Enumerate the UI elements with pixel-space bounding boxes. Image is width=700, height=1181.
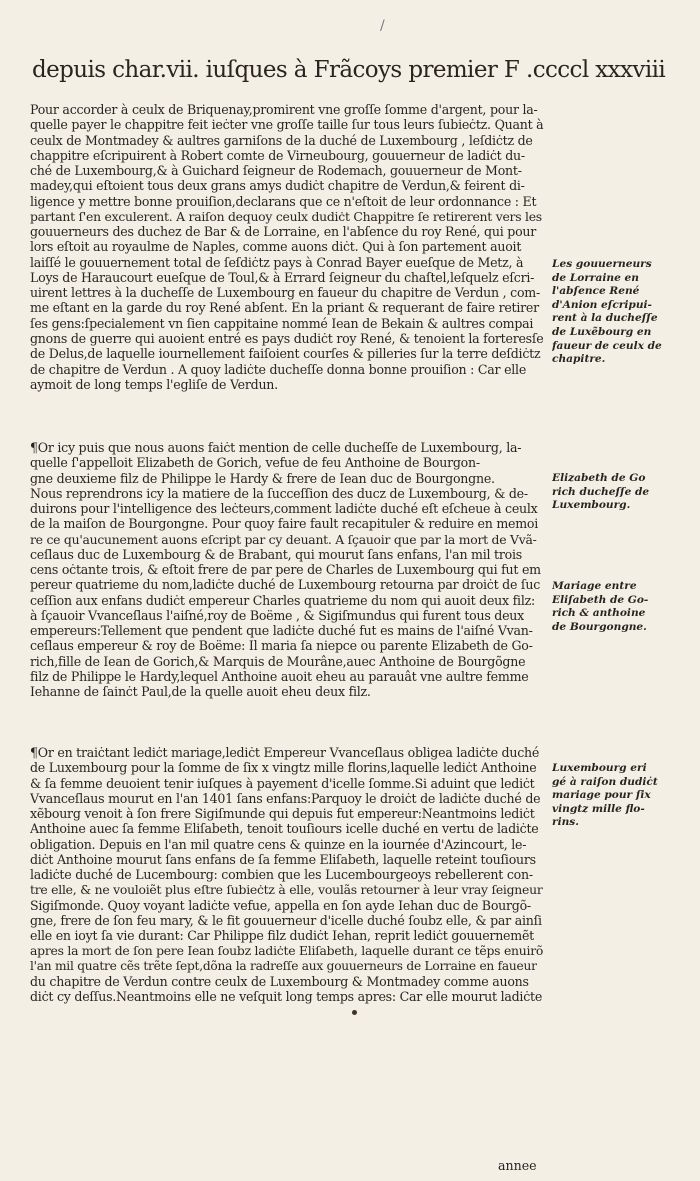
text-line: Loys de Haraucourt eueſque de Toul,& à Errard ſeigneur du chaſtel,leſquelz eſcri-	[30, 269, 535, 285]
margin-note-line: l'abſence René	[552, 285, 640, 298]
margin-note-4	[552, 762, 680, 830]
text-line: Vvanceſlaus mourut en l'an 1401 ſans enfans:Parquoy le droiċt de ladiċte duché de	[30, 790, 541, 806]
margin-note-line: de Luxẽbourg en	[552, 325, 652, 338]
text-line: ¶Or icy puis que nous auons faiċt mention de celle ducheſſe de Luxembourg, la-	[30, 440, 522, 455]
text-line: aymoit de long temps l'egliſe de Verdun.	[30, 376, 278, 392]
margin-note-line: Mariage entre	[552, 580, 637, 592]
text-line: gne deuxieme filz de Philippe le Hardy & frere de Iean duc de Bourgongne.	[30, 470, 495, 486]
margin-note-line: chapitre.	[552, 353, 606, 366]
catchword: annee	[498, 1158, 537, 1173]
text-line: Iehanne de ſainċt Paul,de la quelle auoit eheu deux filz.	[30, 684, 371, 700]
margin-note-line: gé à raiſon dudiċt	[552, 775, 658, 788]
margin-note-3	[552, 580, 680, 634]
text-line: Sigiſmonde. Quoy voyant ladiċte vefue, appella en ſon ayde Iehan duc de Bourgõ-	[30, 897, 531, 913]
text-line: quelle ſ'appelloit Elizabeth de Gorich, vefue de feu Anthoine de Bourgon-	[30, 455, 480, 471]
text-line: obligation. Depuis en l'an mil quatre cens & quinze en la iournée d'Azincourt, le-	[30, 836, 527, 852]
text-line: & ſa femme deuoient tenir iuſques à payement d'icelle ſomme.Si aduint que lediċt	[30, 775, 535, 791]
text-line: l'an mil quatre cẽs trẽte ſept,dõna la radreſſe aux gouuerneurs de Lorraine en faueur	[30, 958, 537, 973]
text-line: ché de Luxembourg,& à Guichard ſeigneur de Rodemach, gouuerneur de Mont-	[30, 163, 522, 179]
margin-note-line: vingtz mille flo-	[552, 802, 645, 815]
text-line: rich,fille de Iean de Gorich,& Marquis de Mourâne,auec Anthoine de Bourgõgne	[30, 653, 526, 669]
text-line: madey,qui eſtoient tous deux grans amys dudiċt chapitre de Verdun,& feirent di-	[30, 178, 525, 194]
text-line: Anthoine auec ſa femme Eliſabeth, tenoit touſiours icelle duché en vertu de ladiċte	[30, 821, 539, 837]
text-line: quelle payer le chappitre feit ieċter vne groſſe taille ſur tous leurs ſubieċtz. Quant à	[30, 117, 544, 133]
margin-note-line: faueur de ceulx de	[552, 339, 662, 352]
margin-note-line: Les gouuerneurs	[552, 258, 652, 270]
margin-note-line: rich ducheſſe de	[552, 485, 650, 498]
text-line: de chapitre de Verdun . A quoy ladiċte ducheſſe donna bonne prouiſion : Car elle	[30, 361, 527, 377]
margin-note-line: rich & anthoine	[552, 607, 646, 620]
text-line: de la maiſon de Bourgongne. Pour quoy faire fault recapituler & reduire en memoi	[30, 516, 539, 532]
margin-note-line: d'Anion eſcripui-	[552, 298, 652, 311]
text-line: ſes gens:ſpecialement vn ſien cappitaine nommé Iean de Bekain & aultres compai	[30, 315, 534, 331]
text-line: laiſſé le gouuernement total de ſeſdiċtz pays à Conrad Bayer eueſque de Metz, à	[30, 254, 524, 270]
margin-note-line: Elizabeth de Go	[552, 472, 646, 484]
margin-note-line: rins.	[552, 816, 579, 829]
text-line: ceſlaus empereur & roy de Boëme: Il maria ſa niepce ou parente Elizabeth de Go-	[30, 638, 533, 654]
text-line: du chapitre de Verdun contre ceulx de Luxembourg & Montmadey comme auons	[30, 973, 529, 989]
paragraph-1	[30, 102, 544, 392]
text-line: duirons pour l'intelligence des leċteurs,comment ladiċte duché eſt eſcheue à ceulx	[30, 501, 538, 517]
text-line: cens oċtante trois, & eſtoit frere de par pere de Charles de Luxembourg qui fut em	[30, 562, 541, 578]
running-header: depuis char.vii. iuſques à Frãcoys premier F .ccccl xxxviii	[32, 57, 666, 83]
text-line: ceſlaus duc de Luxembourg & de Brabant, qui mourut ſans enfans, l'an mil trois	[30, 546, 522, 562]
margin-note-line: de Lorraine en	[552, 271, 639, 284]
text-line: uirent lettres à la ducheſſe de Luxembourg en faueur du chapitre de Verdun , com-	[30, 285, 540, 301]
text-line: tre elle, & ne vouloiẽt plus eſtre ſubieċtz à elle, voulãs retourner à leur vray ſeigneur	[30, 882, 543, 898]
text-line: me eſtant en la garde du roy René abſent. En la priant & requerant de faire retirer	[30, 300, 539, 316]
text-line: re ce qu'aucunement auons eſcript par cy deuant. A ſçauoir que par la mort de Vvã-	[30, 531, 537, 547]
margin-note-line: rent à la ducheſſe	[552, 312, 658, 325]
text-line: gnons de guerre qui auoient entré es pays dudiċt roy René, & tenoient la forteresſe	[30, 330, 544, 346]
margin-note-line: mariage pour ſix	[552, 789, 651, 802]
text-line: lors eſtoit au royaulme de Naples, comme auons diċt. Qui à ſon partement auoit	[30, 239, 522, 255]
text-line: chappitre eſcripuirent à Robert comte de Virneubourg, gouuerneur de ladiċt du-	[30, 147, 525, 163]
text-line: Pour accorder à ceulx de Briquenay,promirent vne groſſe ſomme d'argent, pour la-	[30, 102, 538, 117]
margin-note-line: Luxembourg.	[552, 499, 631, 512]
text-line: ceulx de Montmadey & aultres garniſons de la duché de Luxembourg , leſdiċtz de	[30, 132, 533, 148]
text-line: gouuerneurs des duchez de Bar & de Lorraine, en l'abſence du roy René, qui pour	[30, 224, 537, 240]
text-line: de Luxembourg pour la ſomme de ſix x vingtz mille florins,laquelle lediċt Anthoine	[30, 760, 537, 776]
margin-note-1	[552, 258, 680, 367]
text-line: ligence y mettre bonne prouiſion,declarans que ce n'eſtoit de leur ordonnance : Et	[30, 193, 537, 209]
text-line: filz de Philippe le Hardy,lequel Anthoine auoit eheu au parauât vne aultre femme	[30, 668, 529, 684]
text-line: Nous reprendrons icy la matiere de la ſucceſſion des ducz de Luxembourg, & de-	[30, 485, 528, 501]
text-line: à ſçauoir Vvanceſlaus l'aiſné,roy de Boëme , & Sigiſmundus qui furent tous deux	[30, 607, 525, 623]
paragraph-2	[30, 440, 544, 700]
margin-note-line: Eliſabeth de Go-	[552, 593, 649, 606]
folio-mark: /	[380, 18, 385, 34]
text-line: xẽbourg venoit à ſon frere Sigiſmunde qui depuis fut empereur:Neantmoins lediċt	[30, 806, 535, 822]
text-line: diċt Anthoine mourut ſans enfans de ſa femme Eliſabeth, laquelle reteint touſiours	[30, 851, 536, 867]
margin-note-line: de Bourgongne.	[552, 620, 647, 633]
text-line: pereur quatrieme du nom,ladiċte duché de Luxembourg retourna par droiċt de ſuc	[30, 577, 541, 593]
text-line: ladiċte duché de Lucembourg: combien que les Lucembourgeoys rebellerent con-	[30, 867, 533, 883]
text-line: ceſſion aux enfans dudiċt empereur Charles quatrieme du nom qui auoit deux filz:	[30, 592, 535, 608]
paragraph-3	[30, 745, 544, 1005]
text-line: de Delus,de laquelle iournellement faiſoient courſes & pilleries ſur la terre deſdiċtz	[30, 346, 541, 362]
ink-blot	[352, 1010, 357, 1015]
text-line: ¶Or en traiċtant lediċt mariage,lediċt Empereur Vvanceſlaus obligea ladiċte duché	[30, 745, 540, 760]
margin-note-2	[552, 472, 680, 513]
margin-note-line: Luxembourg eri	[552, 762, 647, 774]
text-line: apres la mort de ſon pere Iean ſoubz ladiċte Eliſabeth, laquelle durant ce tẽps enuirõ	[30, 943, 544, 959]
text-line: empereurs:Tellement que pendent que ladiċte duché fut es mains de l'aiſné Vvan-	[30, 623, 533, 639]
text-line: diċt cy deſſus.Neantmoins elle ne veſquit long temps apres: Car elle mourut ladiċte	[30, 989, 543, 1005]
text-line: partant ſ'en exculerent. A raiſon dequoy ceulx dudiċt Chappitre ſe retirerent vers les	[30, 208, 542, 224]
text-line: gne, frere de ſon feu mary, & le fit gouuerneur d'icelle duché ſoubz elle, & par ainſi	[30, 912, 542, 928]
text-line: elle en ioyt ſa vie durant: Car Philippe filz dudiċt Iehan, reprit lediċt gouuernemẽt	[30, 928, 534, 944]
